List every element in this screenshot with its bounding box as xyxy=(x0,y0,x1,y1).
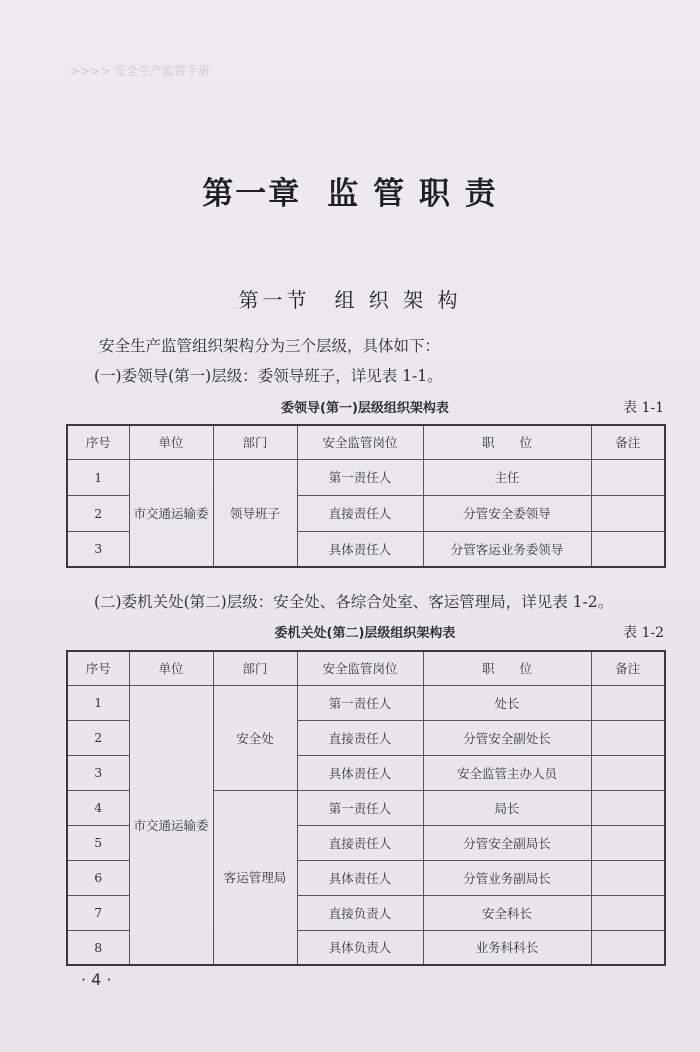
header-cell: 序号 xyxy=(67,425,129,459)
position-cell: 分管安全副处长 xyxy=(423,720,591,755)
post-cell: 具体责任人 xyxy=(297,860,423,895)
row-number: 8 xyxy=(67,930,129,965)
intro-line-2: (一)委领导(第一)层级：委领导班子，详见表 1-1。 xyxy=(94,367,443,385)
row-number: 5 xyxy=(67,825,129,860)
header-cell: 部门 xyxy=(213,425,297,459)
chapter-name: 监 管 职 责 xyxy=(327,176,498,212)
chapter-title xyxy=(0,168,700,213)
post-cell: 具体责任人 xyxy=(297,755,423,790)
table1-number: 表 1-1 xyxy=(623,400,664,416)
intro-line-1: 安全生产监管组织架构分为三个层级，具体如下： xyxy=(99,337,441,355)
department-cell: 领导班子 xyxy=(213,459,297,567)
header-cell: 安全监管岗位 xyxy=(297,425,423,459)
running-head-text: 安全生产监管手册 xyxy=(114,64,211,78)
page-number: · 4 · xyxy=(81,970,112,989)
post-cell: 直接责任人 xyxy=(297,825,423,860)
section-title: 第一节 组 织 架 构 xyxy=(238,288,462,312)
row-number: 7 xyxy=(67,895,129,930)
row-number: 3 xyxy=(67,531,129,567)
table-1-leadership xyxy=(66,424,666,568)
post-cell: 具体责任人 xyxy=(297,531,423,567)
note-cell xyxy=(591,720,665,755)
table2-caption: 委机关处(第二)层级组织架构表 xyxy=(274,626,456,641)
note-cell xyxy=(591,755,665,790)
row-number: 2 xyxy=(67,495,129,531)
unit-cell: 市交通运输委 xyxy=(129,459,213,567)
row-number: 1 xyxy=(67,459,129,495)
table-row xyxy=(67,459,665,495)
department-cell: 客运管理局 xyxy=(213,790,297,965)
position-cell: 分管安全委领导 xyxy=(423,495,591,531)
table-row xyxy=(67,685,665,720)
position-cell: 主任 xyxy=(423,459,591,495)
position-cell: 安全科长 xyxy=(423,895,591,930)
header-cell: 备注 xyxy=(591,651,665,685)
note-cell xyxy=(591,790,665,825)
row-number: 4 xyxy=(67,790,129,825)
note-cell xyxy=(591,930,665,965)
header-cell: 单位 xyxy=(129,651,213,685)
position-cell: 业务科科长 xyxy=(423,930,591,965)
post-cell: 直接责任人 xyxy=(297,720,423,755)
post-cell: 第一责任人 xyxy=(297,459,423,495)
row-number: 2 xyxy=(67,720,129,755)
position-cell: 处长 xyxy=(423,685,591,720)
row-number: 1 xyxy=(67,685,129,720)
position-cell: 安全监管主办人员 xyxy=(423,755,591,790)
note-cell xyxy=(591,685,665,720)
header-cell: 部门 xyxy=(213,651,297,685)
header-cell: 单位 xyxy=(129,425,213,459)
running-head-bleedthrough: >>>> 安全生产监管手册 xyxy=(70,64,211,78)
table-2-departments xyxy=(66,650,666,966)
post-cell: 具体负责人 xyxy=(297,930,423,965)
header-cell: 备注 xyxy=(591,425,665,459)
row-number: 3 xyxy=(67,755,129,790)
chapter-number: 第一章 xyxy=(202,176,302,212)
note-cell xyxy=(591,459,665,495)
position-cell: 分管业务副局长 xyxy=(423,860,591,895)
table-header-row xyxy=(67,425,665,459)
note-cell xyxy=(591,860,665,895)
note-cell xyxy=(591,895,665,930)
post-cell: 第一责任人 xyxy=(297,790,423,825)
post-cell: 第一责任人 xyxy=(297,685,423,720)
position-cell: 分管安全副局长 xyxy=(423,825,591,860)
position-cell: 局长 xyxy=(423,790,591,825)
note-cell xyxy=(591,825,665,860)
header-cell: 安全监管岗位 xyxy=(297,651,423,685)
table-header-row xyxy=(67,651,665,685)
table2-number: 表 1-2 xyxy=(623,625,664,641)
unit-cell: 市交通运输委 xyxy=(129,685,213,965)
row-number: 6 xyxy=(67,860,129,895)
note-cell xyxy=(591,531,665,567)
header-cell: 序号 xyxy=(67,651,129,685)
paragraph-level-2: (二)委机关处(第二)层级：安全处、各综合处室、客运管理局，详见表 1-2。 xyxy=(94,593,614,611)
department-cell: 安全处 xyxy=(213,685,297,790)
position-cell: 分管客运业务委领导 xyxy=(423,531,591,567)
post-cell: 直接责任人 xyxy=(297,495,423,531)
header-cell: 职 位 xyxy=(423,651,591,685)
note-cell xyxy=(591,495,665,531)
table1-caption: 委领导(第一)层级组织架构表 xyxy=(281,401,449,416)
post-cell: 直接负责人 xyxy=(297,895,423,930)
header-cell: 职 位 xyxy=(423,425,591,459)
